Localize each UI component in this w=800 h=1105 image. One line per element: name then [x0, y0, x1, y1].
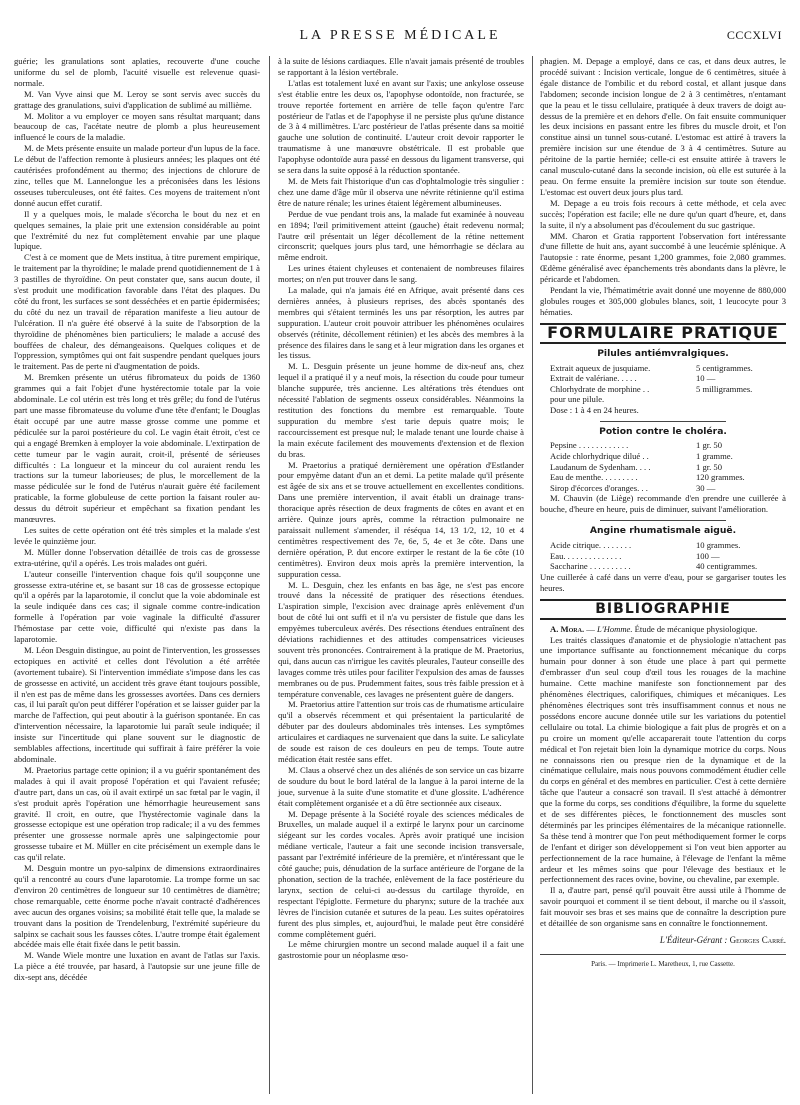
recipe-heading: Potion contre le choléra. [599, 425, 727, 437]
paragraph: M. L. Desguin, chez les enfants en bas âge, ne s'est pas encore trouvé dans la nécessité de pratiquer des résections étendues. L'aspiration simple, l'excision avec drainage après enlèvement d'un bout de côté lui ont suffi et il n'a vu persister de fistule que dans les empyèmes tuberculeux avérés. Des résections étendues entraînent des déviations rachidiennes et des attitudes compensatrices vicieuses souvent très prononcées. Contrairement à la pratique de M. Praetorius, qui, dans aucun cas n'irrigue les cavités pleurales, l'auteur conseille des lavages comme très utiles pour faciliter l'expulsion des amas de fausses membranes ou de pus. Prudemment faites, sous très faible pression et à température convenable, ces lavages ne présentent guère de dangers. [278, 579, 524, 699]
quantity: 5 milligrammes. [696, 383, 753, 394]
paragraph: L'auteur conseille l'intervention chaque fois qu'il soupçonne une grossesse extra-utérine et, se basant sur 18 cas de grossesse ectopique qu'il a opérés par la laparotomie, il conclut que la voie abdominale est la seule indiquée dans ces cas; il signale comme contre-indication formelle à l'opération par voie vaginale la difficulté d'assurer l'hémostase par cette voie, difficulté qui n'existe pas dans la laparotomie. [14, 568, 260, 645]
paragraph: M. Molitor a vu employer ce moyen sans résultat marquant; dans beaucoup de cas, l'acétate neutre de plomb a plus heureusement influencé le cours de la maladie. [14, 110, 260, 143]
column-divider [532, 56, 533, 1094]
recipe-line [540, 462, 786, 473]
recipe-line [540, 451, 786, 462]
paragraph: M. Praetorius partage cette opinion; il a vu guérir spontanément des malades à qui il avait proposé l'opération et qui l'avaient refusée; d'autre part, dans un cas, où il avait extirpé un sac fœtal par le vagin, il s'est produit après l'opération une hémorrhagie heureusement sans gravité. Il croit, en outre, que l'hystérectomie vaginale dans la grossesse ectopique est une opération trop radicale; il a vu des femmes présenter une grossesse normale après une salpingectomie pour grossesse tubaire et M. Müller en cite précisément un exemple dans le cas qu'il relate. [14, 764, 260, 863]
quantity: 120 grammes. [696, 472, 745, 483]
signature-label: L'Éditeur-Gérant : [659, 935, 728, 945]
paragraph: M. Van Vyve ainsi que M. Leroy se sont servis avec succès du grattage des granulations, suivi d'application de sublimé au millième. [14, 88, 260, 110]
recipe-line [540, 472, 786, 483]
journal-title: LA PRESSE MÉDICALE [299, 28, 501, 43]
recipe-line [540, 551, 786, 562]
paragraph: M. Bremken présente un utérus fibromateux du poids de 1360 grammes qui a fait l'objet d'une hystérectomie totale par la voie abdominale. Le col utérin est très long et très grêle; du fond de l'utérus part une masse fibromateuse du volume d'une tête d'enfant; le Douglas était occupé par une autre masse grosse comme une pomme et pédiculée sur la paroi postérieure du col. Le vagin était étroit, c'est ce qui a engagé Bremken à employer la voie abdominale. L'extirpation de cette tumeur par le vagin aurait, croit-il, présenté de sérieuses difficultés : La longueur et la minceur du col auraient rendu les tractions sur la tumeur laborieuses; de plus, le morcellement de la masse pédiculée sur le fond de l'utérus n'aurait guère été facilement praticable, la forme globuleuse de cette portion la faisant rouler au-dessus du détroit supérieur et empêchant sa fixation pendant les manœuvres. [14, 372, 260, 525]
column-2 [278, 56, 524, 1096]
quantity: 30 — [696, 482, 716, 493]
divider [600, 421, 726, 422]
page-header [14, 8, 786, 48]
paragraph: M. L. Desguin présente un jeune homme de dix-neuf ans, chez lequel il a pratiqué il y a neuf mois, la résection du coude pour tumeur blanche suppurée, très ancienne. Les altérations très étendues ont nécessité l'ablation de segments osseux considérables. Néanmoins la restitution des fonctions du membre est remarquable. Toute suppuration du membre s'est tarie depuis quatre mois; le raccourcissement est presque nul; le malade tenant une lourde chaise à la main exécute facilement des mouvements d'extension et de flexion du bras. [278, 361, 524, 459]
recipe-line [540, 373, 786, 384]
paragraph: M. Claus a observé chez un des aliénés de son service un cas bizarre de soudure du bout le bord latéral de la langue à la paroi interne de la joue, survenue à la suite d'une stomatite et d'une glossite. L'adhérence était complètement organisée et a dû être sectionnée aux ciseaux. [278, 764, 524, 808]
signature-name: Georges Carré. [729, 935, 786, 945]
ingredient: Chlorhydrate de morphine . . [550, 383, 650, 394]
signature [540, 935, 786, 946]
recipe-line [540, 363, 786, 374]
ingredient: Acide chlorhydrique dilué . . [550, 451, 649, 462]
paragraph: Il a, d'autre part, pensé qu'il pouvait être aussi utile à l'homme de savoir pourquoi et comment il se tient debout, il marche ou il s'assoit, fait mouvoir ses bras et ses mains que de connaître la description pure et détaillée de son organisme sans en connaître le fonctionnement. [540, 885, 786, 929]
quantity: 100 — [696, 550, 720, 561]
quantity: 10 — [696, 373, 716, 384]
recipe-heading: Angine rhumatismale aiguë. [589, 525, 737, 537]
column-3 [540, 56, 786, 1096]
book-title: L'Homme. [597, 623, 633, 634]
quantity: 1 gr. 50 [696, 440, 723, 451]
quantity: 1 gramme. [696, 451, 733, 462]
ingredient: Eau. . . . . . . . . . . . . . [550, 550, 622, 561]
paragraph: M. de Mets fait l'historique d'un cas d'ophtalmologie très singulier : chez une dame d'âge mûr il observa une névrite rétinienne qu'il estima être de nature rénale; les urines étaient légèrement albumineuses. [278, 175, 524, 208]
recipe-line [540, 540, 786, 551]
paragraph: phagien. M. Depage a employé, dans ce cas, et dans deux autres, le procédé suivant : Incision verticale, longue de 6 centimètres, située à égale distance de l'ombilic et du rebord costal, et allant jusque dans l'abdomen; seconde incision longue de 2 à 3 centimètres, n'entamant que la peau et le tissu cellulaire, pratiquée à deux travers de doigt au-dessus de la première et en dehors d'elle. On fait ensuite communiquer les deux incisions en passant entre les fibres du muscle droit, et l'on constitue ainsi un tunnel sous-cutané. L'estomac est attiré à travers la première incision sur une étendue de 3 à 4 centimètres. Suture au péritoine de la partie herniée; celle-ci est ensuite attirée à travers le canal musculo-cutané dans la seconde incision, où elle est suturée à la peau. On ferme ensuite la première incision sur toute son étendue. L'estomac est ouvert deux jours plus tard. [540, 56, 786, 197]
paragraph: Perdue de vue pendant trois ans, la malade fut examinée à nouveau en 1894; l'œil primitivement atteint (gauche) était redevenu normal; l'autre œil présentait un léger décollement de la rétine nettement circonscrit; quelques jours plus tard, une hémorrhagie se déclara au même endroit. [278, 208, 524, 263]
recipe-line [540, 384, 786, 395]
recipe-note: pour une pilule. [550, 394, 605, 405]
column-divider [269, 56, 270, 1094]
quantity: 1 gr. 50 [696, 461, 723, 472]
quantity: 40 centigrammes. [696, 561, 758, 572]
ingredient: Sirop d'écorces d'oranges. . . [550, 482, 648, 493]
quantity: 10 grammes. [696, 540, 741, 551]
paragraph: M. Müller donne l'observation détaillée de trois cas de grossesse extra-utérine, qu'il a opérés. Les trois malades ont guéri. [14, 546, 260, 568]
paragraph: M. Desguin montre un pyo-salpinx de dimensions extraordinaires qu'il a rencontré au cours d'une laparotomie. La trompe forme un sac d'environ 20 centimètres de longueur sur 10 centimètres de diamètre; chose remarquable, cette énorme poche n'avait contracté d'adhérences avec aucun des organes voisins; sa mobilité était telle que, la malade se trouvant dans la position de Trendelenburg, l'extrémité supérieure du salpinx se cachait sous les fausses côtes. L'autre trompe était également abcédée mais elle était fixée dans le petit bassin. [14, 863, 260, 950]
recipe-note: M. Chauvin (de Liège) recommande d'en prendre une cuillerée à bouche, d'heure en heure, puis de diminuer, suivant l'amélioration. [540, 493, 786, 515]
recipe-note: Une cuillerée à café dans un verre d'eau, pour se gargariser toutes les heures. [540, 571, 786, 593]
paragraph: M. Depage a eu trois fois recours à cette méthode, et cela avec succès; l'opération est facile; elle ne dure qu'un quart d'heure, et, dans la suite, il n'y a absolument pas d'écoulement du suc gastrique. [540, 197, 786, 230]
ingredient: Extrait aqueux de jusquiame. [550, 362, 651, 373]
formulaire-heading: FORMULAIRE PRATIQUE [540, 323, 786, 344]
ingredient: Acide citrique. . . . . . . . [550, 540, 632, 551]
paragraph: Le même chirurgien montre un second malade auquel il a fait une gastrostomie pour un néoplasme œso- [278, 939, 524, 961]
paragraph: M. Depage présente à la Société royale des sciences médicales de Bruxelles, un malade auquel il a extirpé le larynx pour un carcinome siégeant sur les cordes vocales. Après avoir pratiqué une incision médiane verticale, l'auteur a fait une seconde incision transversale, passant par l'extrémité inférieure de la première, et n'intéressant que le côté gauche; puis, dénudation de la surface antérieure de l'organe de la phonation, section de la trachée, enlèvement de la face postérieure du larynx, section de celui-ci au-dessus du cartilage thyroïde, en respectant l'épiglotte. Fermeture du pharynx; suture de la trachée aux lèvres de l'incision cutanée et sutures de la peau. Les suites opératoires furent des plus simples, et, aujourd'hui, le malade peut être considéré comme complètement guéri. [278, 808, 524, 939]
paragraph: à la suite de lésions cardiaques. Elle n'avait jamais présenté de troubles se rapportant à la lésion vertébrale. [278, 56, 524, 77]
ingredient: Pepsine . . . . . . . . . . . . [550, 440, 629, 451]
bibliographie-heading: BIBLIOGRAPHIE [540, 599, 786, 620]
paragraph: guérie; les granulations sont aplaties, recouverte d'une couche uniforme du sel de plomb, l'acuité visuelle est relevenue quasi-normale. [14, 56, 260, 88]
quantity: 5 centigrammes. [696, 362, 753, 373]
paragraph: Les traités classiques d'anatomie et de physiologie n'attachent pas une importance suffisante au fonctionnement mécanique du corps humain pour donner à son étude une place à part qui permette d'embrasser d'un seul coup d'œil tous les rouages de la machine humaine. Cette machine manifeste son fonctionnement par des phénomènes électriques, calorifiques, chimiques et mécaniques. Les phénomènes électriques sont très insuffisamment connus et nous ne possédons encore aucune donnée utile sur les variations du potentiel cellulaire ou total. La chimie biologique a fait plus de progrès et on a pu croire un moment qu'elle accaparerait toute l'attention du corps médical et l'on rejetait bien loin la dynamique motrice du corps. Nous ne connaissons rien ou presque rien de la dynamique et de la cinématique cellulaire, mais nous pouvons commodément étudier celle du corps en général et des membres en particulier. C'est à cette dernière tâche que l'auteur a consacré son travail. Il s'est attaché à démontrer que la forme du corps, ses conditions d'équilibre, la forme du squelette et de ses différentes pièces, le fonctionnement des muscles sont déterminés par les principes élémentaires de la mécanique rationnelle. Sa thèse tend à montrer que l'on peut méthodiquement former le corps de l'enfant et diriger son développement si l'on veut bien apporter au perfectionnement de la race humaine, à l'élevage de l'enfant la même ardeur et les mêmes soins que pour l'élevage des bestiaux et le perfectionnement des races ovine, bovine, ou chevaline, par exemple. [540, 634, 786, 885]
paragraph: La malade, qui n'a jamais été en Afrique, avait présenté dans ces dernières années, à plusieurs reprises, des abcès spontanés des membres qui s'étaient terminés les uns par résorption, les autres par suppuration. L'auteur croit pouvoir attribuer les phénomènes oculaires observés (rétinite, décollement rétinien) et les abcès des membres à la présence des filaires dans le sang et à leur migration dans les organes et les tissus. [278, 285, 524, 361]
paragraph: M. Praetorius attire l'attention sur trois cas de rhumatisme articulaire qu'il a observés récemment et qui présentaient la particularité de débuter par des douleurs abdominales très intenses. Les symptômes articulaires et cardiaques ne survenaient que dans la suite. Le salicylate de soude est raison de ces douleurs en peu de temps. Toute autre médication était restée sans effet. [278, 699, 524, 764]
paragraph: Il y a quelques mois, le malade s'écorcha le bout du nez et en quelques semaines, la plaie prit une extension considérable au point que l'extrémité du nez fut complètement envahie par une plaque lupique. [14, 208, 260, 252]
page-number: CCCXLVI [726, 28, 782, 42]
paragraph: Pendant la vie, l'hématimétrie avait donné une moyenne de 880,000 globules rouges et 305,000 globules blancs, soit, 1 leucocyte pour 3 hématies. [540, 285, 786, 317]
paragraph: M. Léon Desguin distingue, au point de l'intervention, les grossesses ectopiques en activité et celles dont l'évolution a été arrêtée (avortement tubaire). Si l'intervention immédiate s'impose dans les cas de grossesse en activité, un accident très grave étant toujours possible, il n'en est pas de même dans les grossesses avortées. Dans ces derniers cas, il lui paraît qu'on peut différer l'opération et se laisser guider par la marche de l'affection, qui peut aboutir à la guérison spontanée. En cas d'intervention nécessaire, la laparotomie lui paraît seule indiquée; il insiste sur l'incertitude qui plane souvent sur le diagnostic de semblables affections, incertitude qui suffirait à faire préférer la voie abdominale. [14, 644, 260, 764]
recipe-note: Dose : 1 à 4 en 24 heures. [550, 404, 639, 415]
recipe-line [540, 483, 786, 494]
paragraph: C'est à ce moment que de Mets institua, à titre purement empirique, le traitement par la thyroïdine; le malade prend quotidiennement de 1 à 3 pastilles de thyroïdine. On peut constater que, sans aucun doute, il s'est produit une modification favorable dans l'état des plaques. Du côté du front, les surfaces se sont desséchées et en partie épidermisées; du côté du nez un travail de réparation manifeste a lieu autour de l'ulcération. Il n'a guère été observé à la suite de l'absorption de la thyroïdine de phénomènes bien particuliers; le malade a accusé des bouffées de chaleur, des démangeaisons. Quelques coliques et de l'oppression, symptômes qui ont fait suspendre pendant quelques jours le traitement. Pas de perte ni d'augmentation de poids. [14, 252, 260, 372]
ingredient: Extrait de valériane. . . . . [550, 373, 637, 384]
ingredient: Laudanum de Sydenham. . . . [550, 461, 651, 472]
ingredient: Eau de menthe. . . . . . . . . [550, 472, 638, 483]
paragraph: Les urines étaient chyleuses et contenaient de nombreuses filaires mortes; on n'en put trouver dans le sang. [278, 263, 524, 285]
recipe-line [540, 440, 786, 451]
book-author: A. Mora. [550, 623, 585, 634]
recipe-heading: Pilules antiémvralgiques. [597, 347, 729, 359]
paragraph: MM. Charon et Gratia rapportent l'observation fort intéressante d'une fillette de huit ans, ayant succombé à une leucémie splénique. A l'autopsie : rate énorme, pesant 1,200 grammes, foie 2,080 grammes. Œdème généralisé avec épanchements très abondants dans la plèvre, le péricarde et l'abdomen. [540, 230, 786, 285]
book-subtitle: Étude de mécanique physiologique. [634, 623, 758, 634]
imprint: Paris. — Imprimerie L. Maretheux, 1, rue Cassette. [540, 954, 786, 970]
bibliography-entry: A. Mora. — L'Homme. Étude de mécanique physiologique. [550, 623, 758, 634]
paragraph: M. Praetorius a pratiqué dernièrement une opération d'Estlander pour empyème datant d'un an et demi. La petite malade qu'il présente est âgée de six ans et se trouve actuellement en excellentes conditions. Dans une première intervention, il avait établi un drainage trans-thoracique après résection de deux fragments de côtes en avant et en arrière. Quinze jours après, comme la rétraction pulmonaire ne paraissait nullement s'amender, il réséqua 14, 13 1/2, 12, 10 et 4 centimètres respectivement des 7e, 6e, 5, 4e et 3e côte. Dans une dernière opération, P. dut encore extirper le restant de la 6e côte (10 centimètres). Environ deux mois après la première intervention, la suppuration cessa. [278, 459, 524, 579]
column-1 [14, 56, 260, 1096]
recipe-line [540, 561, 786, 572]
paragraph: M. Wande Wiele montre une luxation en avant de l'atlas sur l'axis. La pièce a été trouvée, par hasard, à l'autopsie sur une jeune fille de dix-sept ans, décédée [14, 950, 260, 983]
ingredient: Saccharine . . . . . . . . . . [550, 561, 631, 572]
paragraph: Les suites de cette opération ont été très simples et la malade s'est levée le quinzième jour. [14, 524, 260, 546]
paragraph: L'atlas est totalement luxé en avant sur l'axis; une ankylose osseuse s'est établie entre les deux os, l'apophyse odontoïde, non fracturée, se trouve reportée fortement en arrière de telle façon qu'entre l'arc postérieur de l'atlas et de l'apophyse il ne persiste plus qu'une distance de 3 à 4 millimètres. L'arc postérieur de l'atlas présente dans sa moitié gauche une solution de continuité. L'auteur croit devoir rapporter le traumatisme à une manœuvre obstétricale. Il est probable que l'apophyse odontoïde aura passé en dessous du ligament transverse, qui se sera dans la suite opposé à la réduction spontanée. [278, 77, 524, 176]
divider [600, 520, 726, 521]
paragraph: M. de Mets présente ensuite un malade porteur d'un lupus de la face. Le début de l'affection remonte à plusieurs années; les plaques ont été cautérisées profondément au thermo; des injections de chlorure de zinc, telles que M. Lannelongue les a préconisées dans les lésions osseuses tuberculeuses, ont été faites. Ces moyens de traitement n'ont donné aucun effet curatif. [14, 143, 260, 208]
